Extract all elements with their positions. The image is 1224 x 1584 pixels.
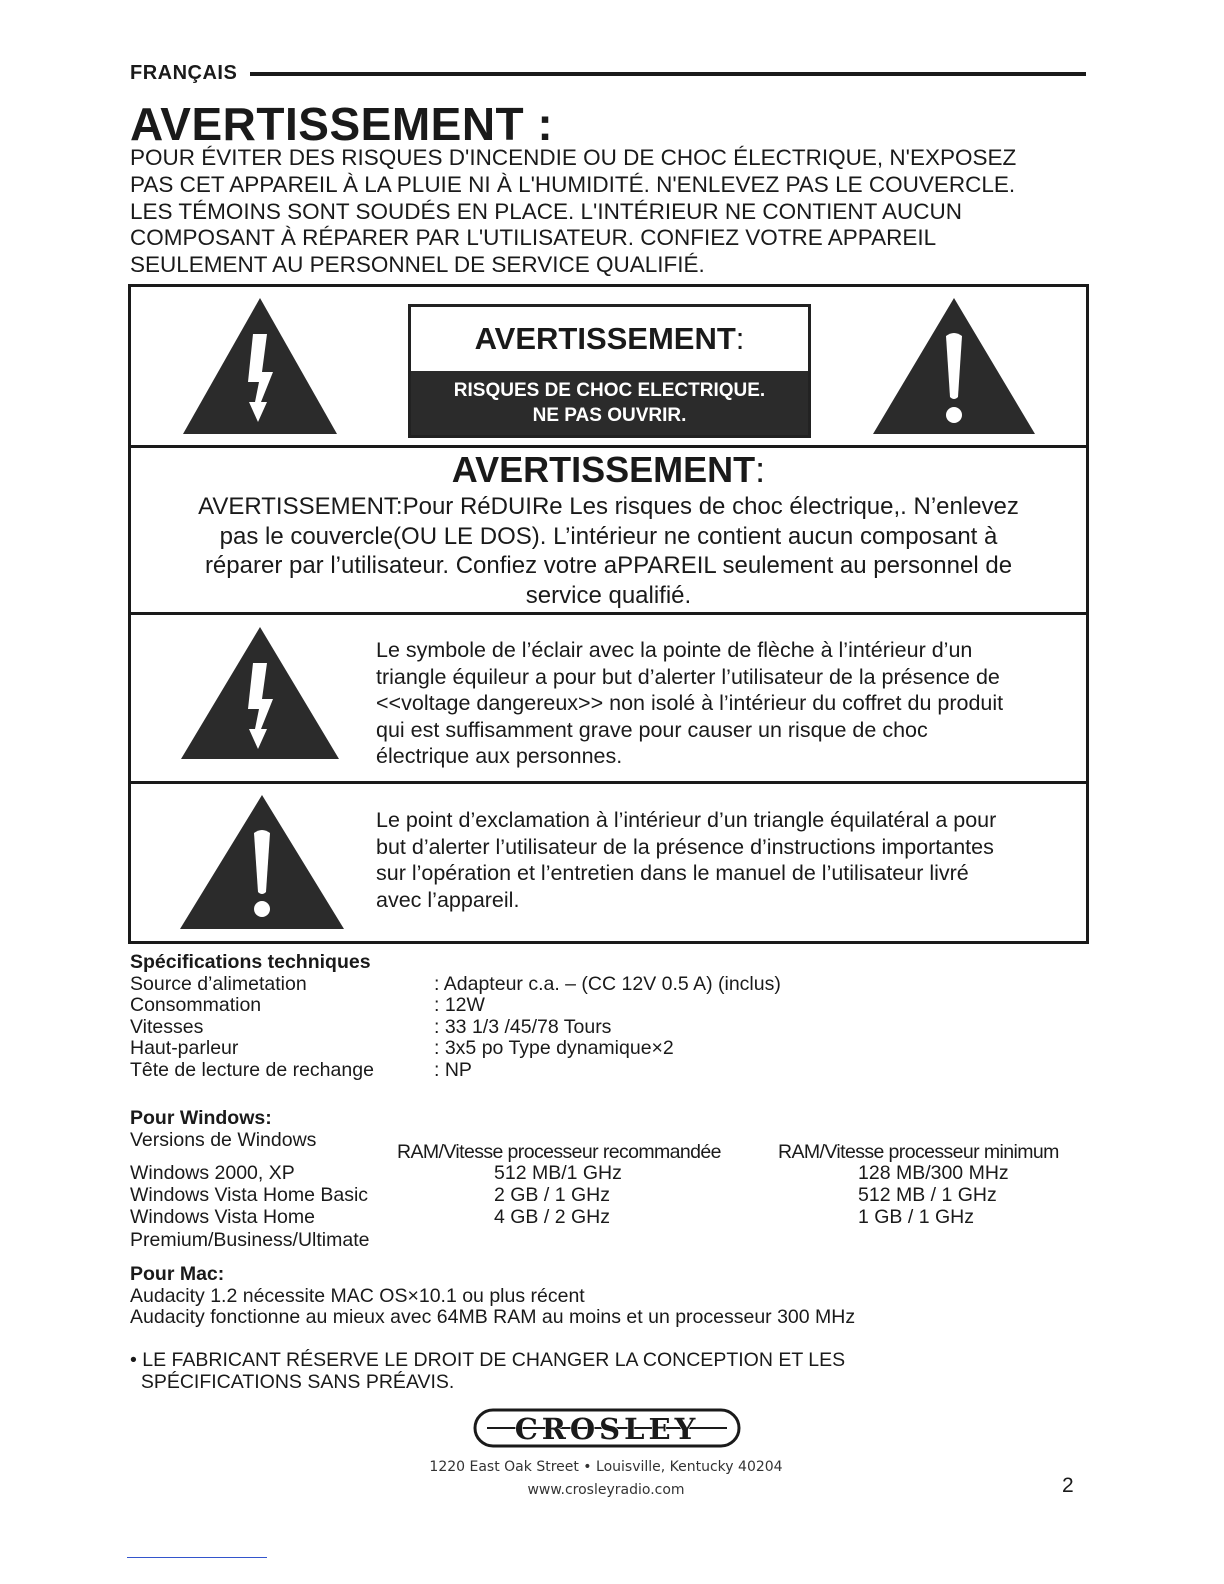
warning-line: SEULEMENT AU PERSONNEL DE SERVICE QUALIFIÉ. (130, 252, 705, 278)
spec-key: Consommation (130, 994, 262, 1016)
windows-recommended: 512 MB/1 GHz (494, 1162, 622, 1184)
warning-paragraph (130, 145, 1090, 279)
lightning-description (376, 637, 1076, 770)
warning-label-title-text: AVERTISSEMENT (474, 321, 736, 356)
row-divider (131, 612, 1086, 615)
spec-row (130, 1038, 1090, 1060)
section-line: AVERTISSEMENT:Pour RéDUIRe Les risques de choc électrique,. N’enlevez (198, 493, 1019, 520)
description-line: sur l’opération et l’entretien dans le manuel de l’utilisateur livré (376, 861, 969, 885)
page-title: AVERTISSEMENT : (130, 98, 554, 150)
manufacturer-notice (130, 1349, 845, 1393)
page-number: 2 (1062, 1474, 1074, 1497)
spec-value: : 33 1/3 /45/78 Tours (434, 1015, 612, 1038)
windows-recommended: 4 GB / 2 GHz (494, 1206, 610, 1228)
description-line: Le symbole de l’éclair avec la pointe de flèche à l’intérieur d’un (376, 638, 973, 662)
mac-requirements (130, 1264, 855, 1329)
description-line: avec l’appareil. (376, 887, 520, 912)
windows-minimum: 512 MB / 1 GHz (858, 1184, 997, 1206)
lightning-triangle-icon (179, 294, 341, 437)
notice-line: SPÉCIFICATIONS SANS PRÉAVIS. (130, 1371, 455, 1393)
warning-line: LES TÉMOINS SONT SOUDÉS EN PLACE. L'INTÉRIEUR NE CONTIENT AUCUN (130, 198, 962, 224)
description-line: <<voltage dangereux>> non isolé à l’intérieur du coffret du produit (376, 691, 1004, 715)
windows-heading: Pour Windows: (130, 1107, 272, 1129)
warning-label-line1: RISQUES DE CHOC ELECTRIQUE. (453, 380, 766, 401)
mac-line: Audacity fonctionne au mieux avec 64MB RAM au moins et un processeur 300 MHz (130, 1306, 856, 1328)
windows-recommended: 2 GB / 1 GHz (494, 1184, 610, 1206)
logo-wordmark: CROSLEY (514, 1412, 700, 1446)
section-line: réparer par l’utilisateur. Confiez votre aPPAREIL seulement au personnel de (204, 552, 1013, 579)
company-website[interactable]: www.crosleyradio.com (527, 1482, 685, 1498)
specs-heading: Spécifications techniques (130, 951, 371, 973)
description-line: but d’alerter l’utilisateur de la présence d’instructions importantes (376, 834, 994, 859)
spec-value: : NP (434, 1058, 472, 1081)
exclamation-triangle-icon (869, 294, 1039, 437)
section-body (151, 492, 1066, 610)
row-divider (131, 445, 1086, 448)
spec-key: Vitesses (130, 1015, 204, 1038)
section-line: pas le couvercle(OU LE DOS). L’intérieur ne contient aucun composant à (219, 522, 998, 550)
windows-minimum: 1 GB / 1 GHz (858, 1206, 974, 1228)
spec-row (130, 974, 1090, 996)
warning-label-line2: NE PAS OUVRIR. (532, 405, 687, 426)
windows-version: Windows 2000, XP (130, 1162, 295, 1184)
spec-key: Tête de lecture de rechange (130, 1058, 374, 1081)
company-address: 1220 East Oak Street • Louisville, Kentucky 40204 (429, 1459, 783, 1475)
mac-line: Audacity 1.2 nécessite MAC OS×10.1 ou plus récent (130, 1284, 585, 1307)
row-divider (131, 781, 1086, 784)
crosley-logo (473, 1408, 741, 1448)
warning-line: PAS CET APPAREIL À LA PLUIE NI À L'HUMIDITÉ. N'ENLEVEZ PAS LE COUVERCLE. (130, 171, 1016, 197)
col-recommended-header: RAM/Vitesse processeur recommandée (397, 1141, 721, 1163)
spec-value: : 3x5 po Type dynamique×2 (434, 1037, 674, 1059)
windows-versions-label: Versions de Windows (130, 1129, 317, 1151)
spec-value: : 12W (434, 994, 485, 1016)
windows-version: Windows Vista Home Basic (130, 1184, 369, 1206)
description-line: électrique aux personnes. (376, 744, 623, 768)
windows-version-extra: Premium/Business/Ultimate (130, 1229, 370, 1251)
windows-minimum: 128 MB/300 MHz (858, 1162, 1009, 1184)
warning-label-colon: : (735, 321, 745, 356)
warning-label (408, 304, 811, 438)
warning-label-banner (411, 371, 808, 435)
language-label: FRANÇAIS (130, 62, 238, 84)
section-title-text: AVERTISSEMENT (451, 449, 756, 490)
header-rule (250, 72, 1086, 76)
spec-value: : Adapteur c.a. – (CC 12V 0.5 A) (inclus) (434, 972, 781, 995)
exclamation-description (376, 807, 1076, 913)
warning-line: COMPOSANT À RÉPARER PAR L'UTILISATEUR. CONFIEZ VOTRE APPAREIL (130, 225, 937, 251)
warning-label-title (411, 321, 808, 357)
spec-row (130, 1017, 1090, 1039)
section-title-colon: : (755, 449, 766, 490)
spec-key: Haut-parleur (130, 1037, 239, 1059)
section-title (131, 449, 1086, 491)
warning-box (128, 284, 1089, 944)
spec-key: Source d’alimetation (130, 972, 307, 995)
description-line: Le point d’exclamation à l’intérieur d’un triangle équilatéral a pour (376, 808, 997, 832)
col-minimum-header: RAM/Vitesse processeur minimum (778, 1141, 1059, 1163)
footer-link-line (127, 1557, 267, 1558)
specifications (130, 952, 1090, 1081)
notice-line: • LE FABRICANT RÉSERVE LE DROIT DE CHANGER LA CONCEPTION ET LES (130, 1349, 846, 1371)
company-address-block (300, 1456, 912, 1502)
description-line: triangle équileur a pour but d’alerter l’utilisateur de la présence de (376, 664, 1000, 689)
exclamation-triangle-icon (176, 791, 348, 933)
section-line: service qualifié. (525, 581, 692, 609)
mac-heading: Pour Mac: (130, 1263, 225, 1285)
lightning-triangle-icon (177, 623, 343, 763)
spec-row (130, 1060, 1090, 1082)
warning-line: POUR ÉVITER DES RISQUES D'INCENDIE OU DE CHOC ÉLECTRIQUE, N'EXPOSEZ (130, 145, 1017, 170)
spec-row (130, 995, 1090, 1017)
windows-version: Windows Vista Home (130, 1206, 315, 1228)
description-line: qui est suffisamment grave pour causer un risque de choc (376, 717, 928, 742)
